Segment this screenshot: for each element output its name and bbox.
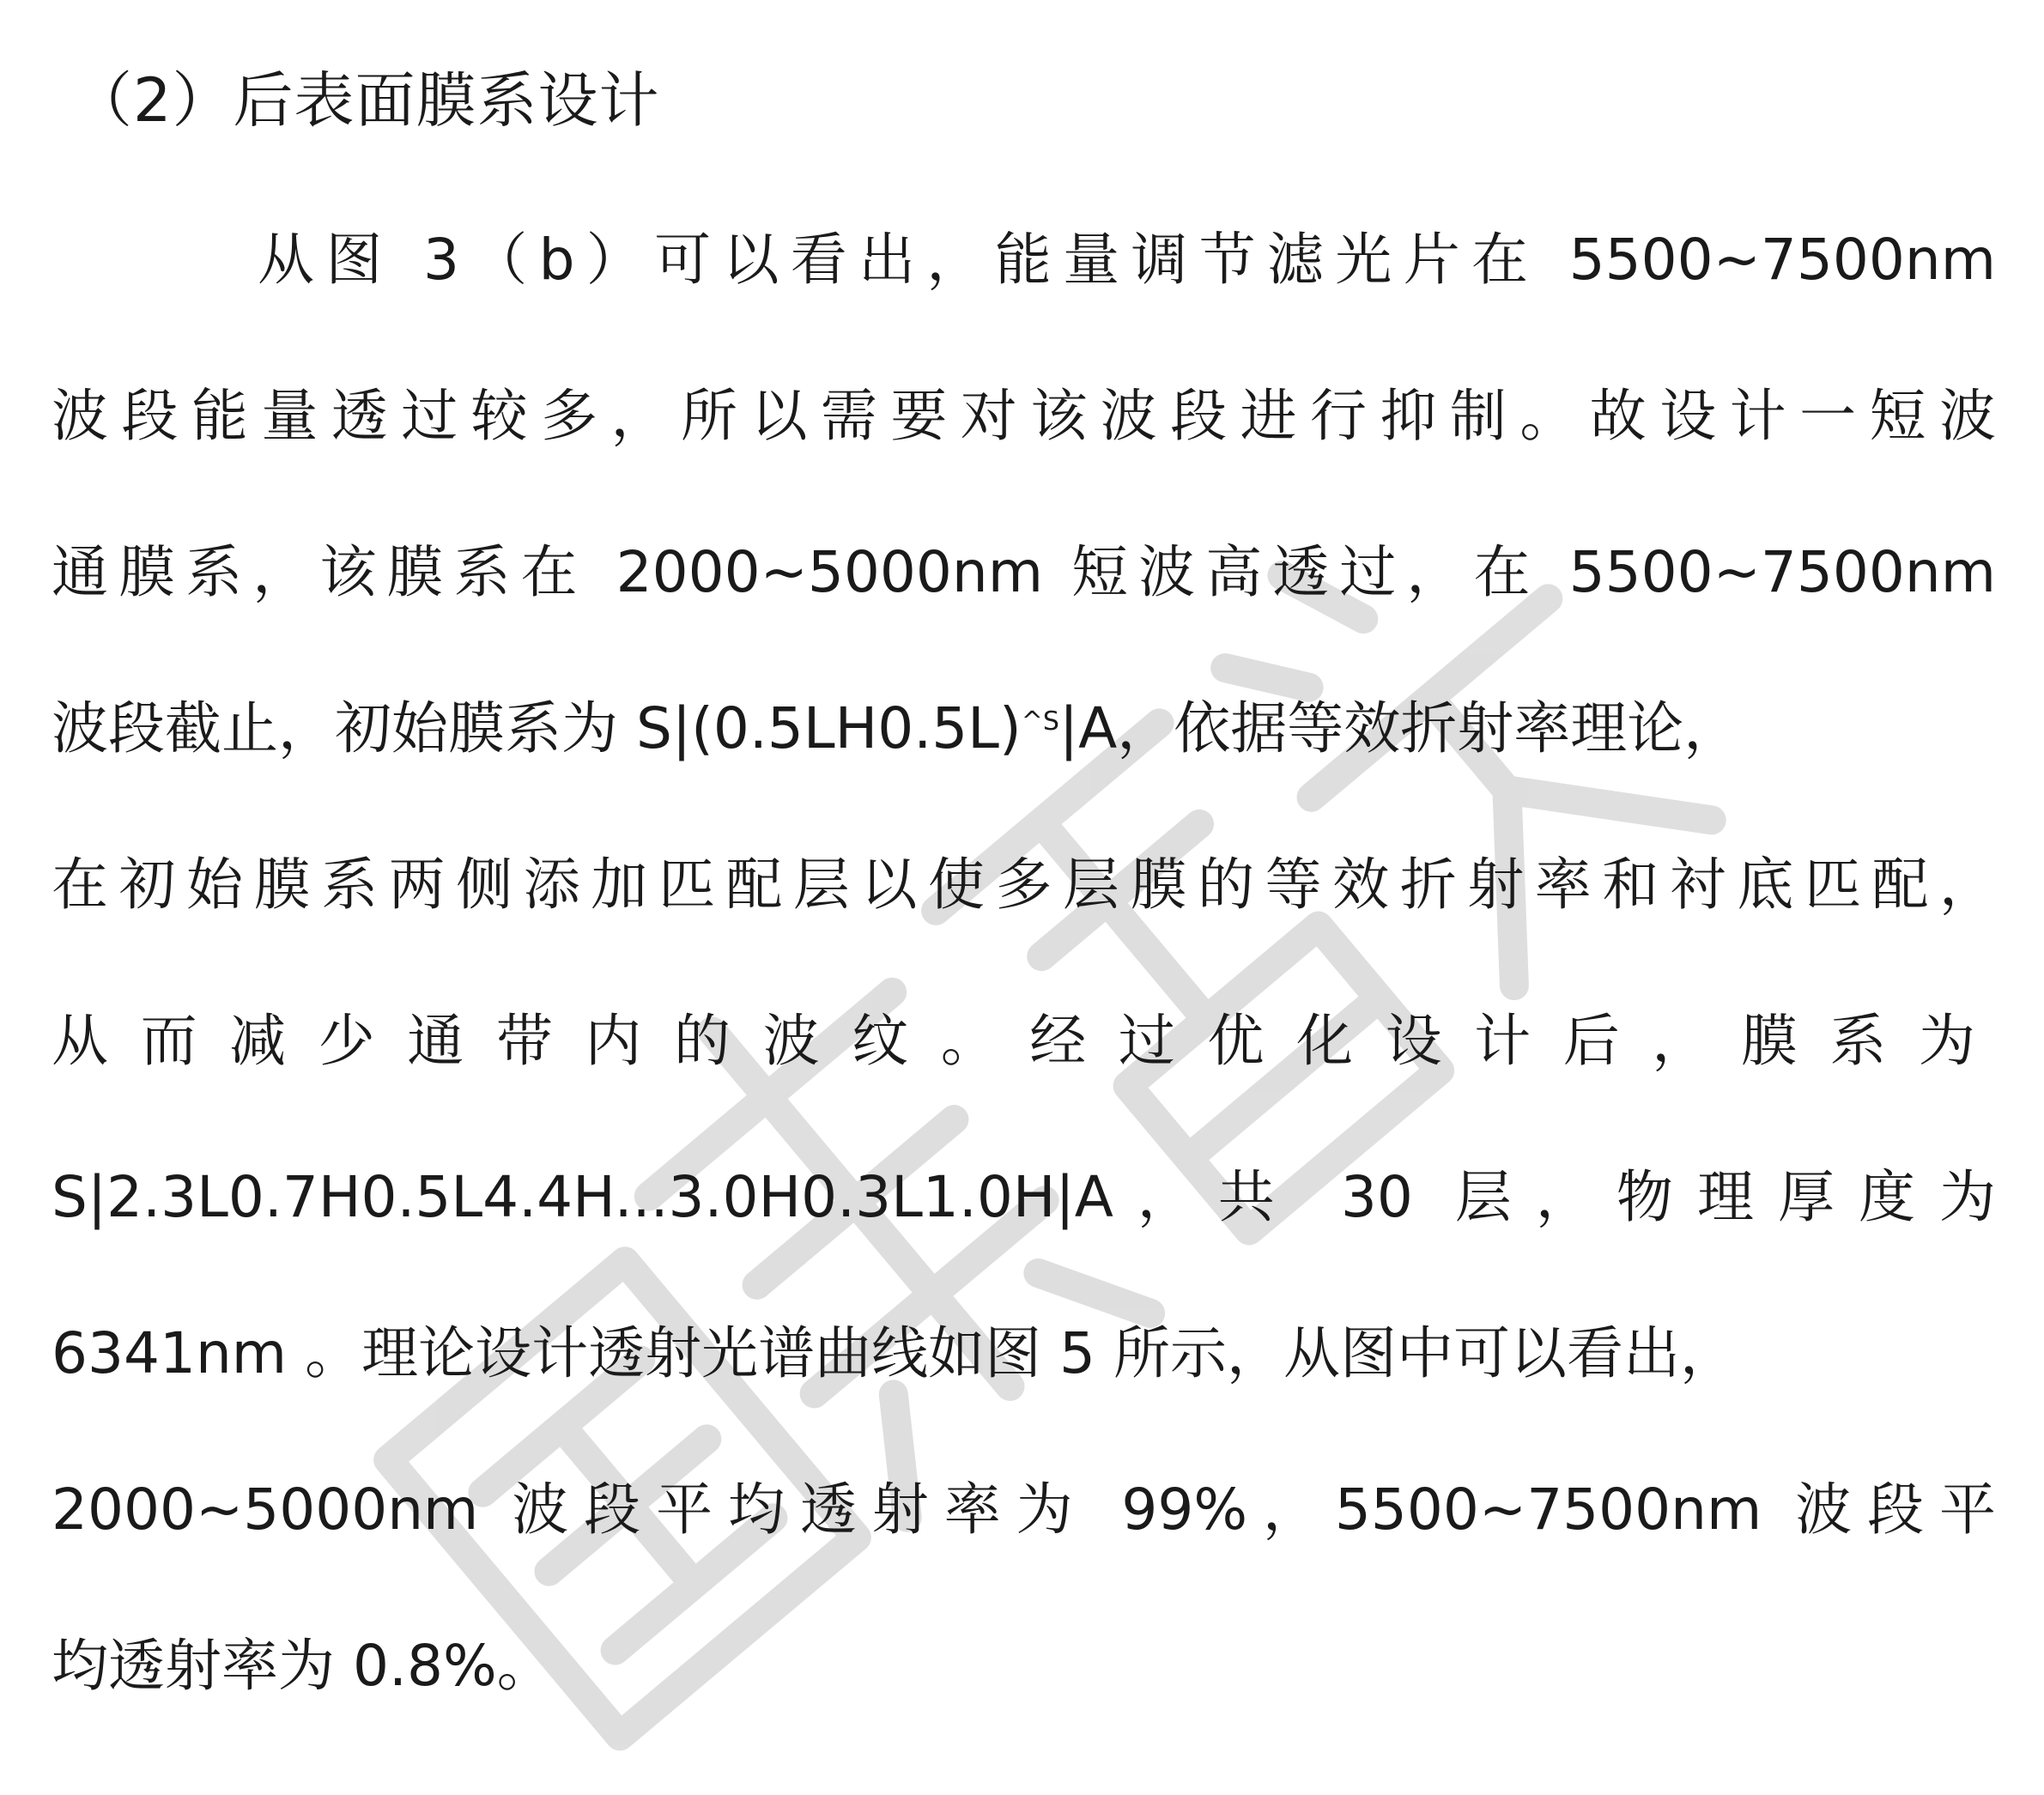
paragraph-line-7: S|2.3L0.7H0.5L4.4H...3.0H0.3L1.0H|A，共 30 层，物理厚度为 [52,1164,1996,1230]
paragraph-line-8: 6341nm 。理论设计透射光谱曲线如图 5 所示，从图中可以看出， [52,1320,1738,1386]
paragraph-line-1: 从图 3（b）可以看出，能量调节滤光片在 5500~7500nm [258,227,1996,293]
paragraph-line-5: 在初始膜系两侧添加匹配层以使多层膜的等效折射率和衬底匹配， [52,852,1996,918]
paragraph-line-3: 通膜系，该膜系在 2000~5000nm 短波高透过，在 5500~7500nm [52,539,1996,605]
paragraph-line-4-tail: |A，依据等效折射率理论， [1058,695,1741,761]
paragraph-line-9: 2000~5000nm 波段平均透射率为 99%，5500~7500nm 波段平 [52,1477,1996,1543]
paragraph-line-10: 均透射率为 0.8%。 [52,1633,554,1699]
exponent-marker: ^S [1021,706,1059,737]
paragraph-line-4-head: 波段截止，初始膜系为 S|(0.5LH0.5L) [52,695,1022,761]
paragraph-line-4 [52,690,1996,767]
section-heading: （2）后表面膜系设计 [72,65,660,136]
paragraph-line-2: 波段能量透过较多，所以需要对该波段进行抑制。故设计一短波 [52,383,1996,449]
paragraph-line-6: 从而减少通带内的波纹。经过优化设计后，膜系为 [52,1008,1996,1074]
